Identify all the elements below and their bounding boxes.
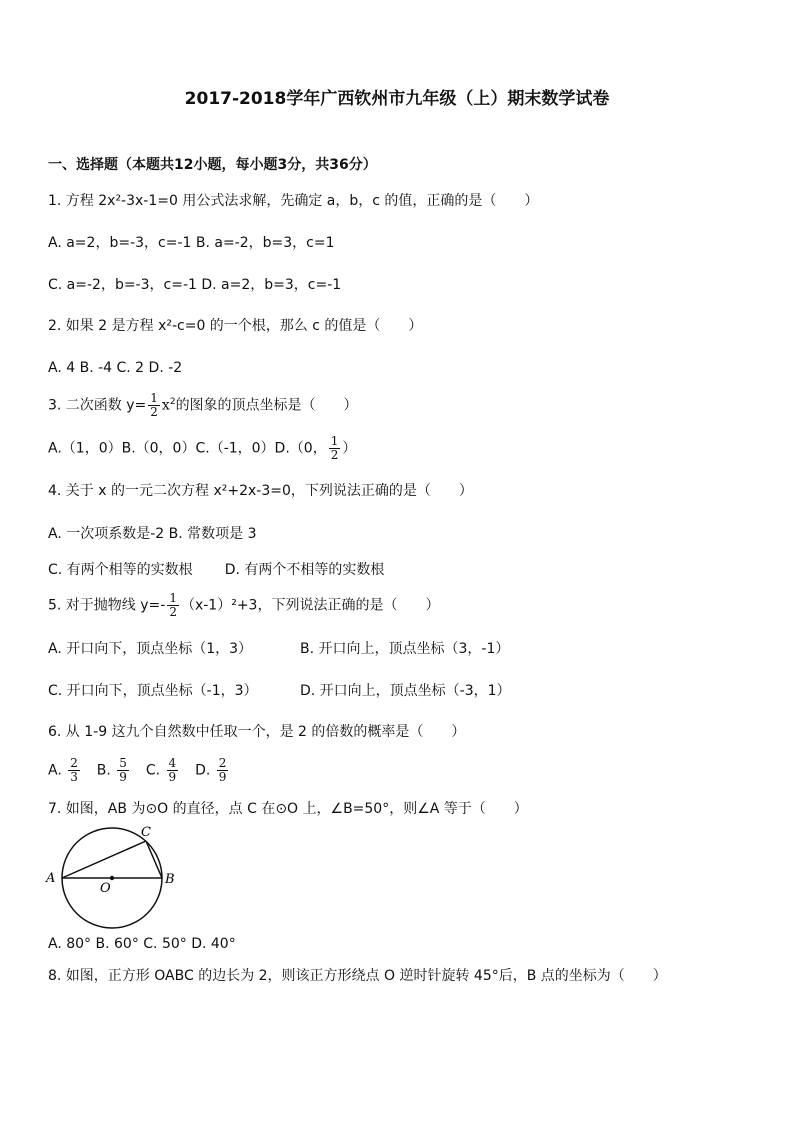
question-6-option-a-label: A. xyxy=(48,762,62,779)
circle-diagram xyxy=(44,820,184,932)
question-1-options-row1: A. a=2，b=-3，c=-1 B. a=-2，b=3，c=1 xyxy=(48,235,335,251)
fraction-denominator: 2 xyxy=(169,605,177,619)
fraction-numerator: 2 xyxy=(218,756,227,770)
chord-ac xyxy=(62,841,146,878)
question-4-stem: 4. 关于 x 的一元二次方程 x²+2x-3=0，下列说法正确的是（ ） xyxy=(48,483,473,499)
question-2-options: A. 4 B. -4 C. 2 D. -2 xyxy=(48,360,183,376)
variable-x: x xyxy=(161,397,170,414)
question-4-option-d: D. 有两个不相等的实数根 xyxy=(224,562,385,578)
fraction xyxy=(68,757,80,784)
question-7-stem: 7. 如图，AB 为⊙O 的直径，点 C 在⊙O 上，∠B=50°，则∠A 等于（ ） xyxy=(48,801,528,817)
question-6-options xyxy=(48,757,230,784)
fraction-numerator: 1 xyxy=(330,434,339,448)
question-4-option-c: C. 有两个相等的实数根 xyxy=(48,562,193,578)
question-3-post: 的图象的顶点坐标是（ ） xyxy=(175,397,358,414)
question-5-pre: 5. 对于抛物线 y=- xyxy=(48,597,166,614)
center-point xyxy=(110,876,114,880)
fraction-denominator: 2 xyxy=(330,448,339,462)
question-4-options-row2 xyxy=(48,561,384,579)
fraction-numerator: 4 xyxy=(168,756,177,770)
question-5-option-d: D. 开口向上，顶点坐标（-3，1） xyxy=(300,683,511,699)
question-4-options-row1: A. 一次项系数是-2 B. 常数项是 3 xyxy=(48,526,257,542)
label-a: A xyxy=(46,871,56,886)
fraction-numerator: 5 xyxy=(119,756,127,770)
fraction xyxy=(148,392,160,419)
question-6-option-b-label: B. xyxy=(96,762,111,779)
fraction xyxy=(329,435,341,462)
question-3-stem xyxy=(48,392,358,419)
fraction-denominator: 9 xyxy=(218,770,227,784)
fraction xyxy=(167,757,179,784)
question-6-stem: 6. 从 1-9 这九个自然数中任取一个，是 2 的倍数的概率是（ ） xyxy=(48,724,466,740)
fraction xyxy=(217,757,229,784)
label-b: B xyxy=(165,872,175,887)
chord-cb xyxy=(146,841,162,878)
exponent: 2 xyxy=(169,396,176,407)
question-3-options-pre: A.（1，0）B.（0，0）C.（-1，0）D.（0， xyxy=(48,440,327,457)
question-5-stem xyxy=(48,592,439,619)
fraction xyxy=(117,757,129,784)
question-5-option-b: B. 开口向上，顶点坐标（3，-1） xyxy=(300,641,510,657)
question-1-stem: 1. 方程 2x²-3x-1=0 用公式法求解，先确定 a，b，c 的值，正确的是（ ） xyxy=(48,193,539,209)
question-2-stem: 2. 如果 2 是方程 x²-c=0 的一个根，那么 c 的值是（ ） xyxy=(48,318,423,334)
question-1-options-row2: C. a=-2，b=-3，c=-1 D. a=2，b=3，c=-1 xyxy=(48,277,342,293)
fraction-denominator: 9 xyxy=(119,770,127,784)
question-7-options: A. 80° B. 60° C. 50° D. 40° xyxy=(48,936,236,952)
question-5-option-a: A. 开口向下，顶点坐标（1，3） xyxy=(48,641,253,657)
label-o: O xyxy=(100,881,111,896)
fraction-numerator: 2 xyxy=(70,756,78,770)
question-6-option-d-label: D. xyxy=(195,762,211,779)
fraction-denominator: 3 xyxy=(70,770,78,784)
section-heading: 一、选择题（本题共12小题，每小题3分，共36分） xyxy=(48,157,377,173)
question-3-options-post: ） xyxy=(342,440,357,457)
fraction xyxy=(167,592,179,619)
fraction-numerator: 1 xyxy=(169,591,177,605)
question-8-stem: 8. 如图，正方形 OABC 的边长为 2，则该正方形绕点 O 逆时针旋转 45°后，B 点的坐标为（ ） xyxy=(48,968,667,984)
question-5-post: （x-1）²+3，下列说法正确的是（ ） xyxy=(180,597,440,614)
question-6-option-c-label: C. xyxy=(145,762,161,779)
fraction-numerator: 1 xyxy=(150,391,158,405)
question-3-options xyxy=(48,435,356,462)
question-5-option-c: C. 开口向下，顶点坐标（-1，3） xyxy=(48,683,258,699)
question-3-pre: 3. 二次函数 y= xyxy=(48,397,147,414)
fraction-denominator: 2 xyxy=(150,405,158,419)
question-5-options-row1 xyxy=(48,640,509,658)
question-5-options-row2 xyxy=(48,682,511,700)
page-title: 2017-2018学年广西钦州市九年级（上）期末数学试卷 xyxy=(184,89,610,109)
fraction-denominator: 9 xyxy=(168,770,177,784)
label-c: C xyxy=(141,825,151,840)
